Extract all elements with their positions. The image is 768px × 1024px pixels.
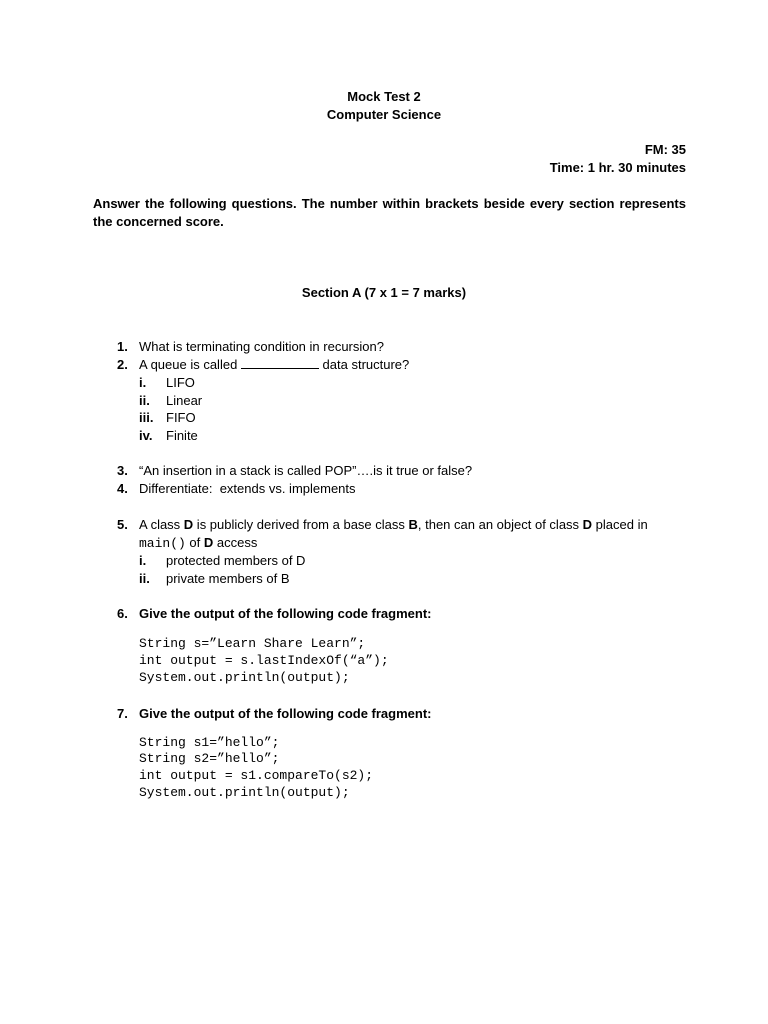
question-number: 5. xyxy=(117,517,128,532)
text-fragment: is publicly derived from a base class xyxy=(193,517,409,532)
option-text: LIFO xyxy=(166,375,195,390)
code-line: String s1=”hello”; xyxy=(139,735,280,750)
question-text: Give the output of the following code fragment: xyxy=(139,706,432,721)
option-number: i. xyxy=(139,553,147,568)
class-name-d: D xyxy=(183,517,194,532)
code-line: int output = s.lastIndexOf(“a”); xyxy=(139,653,389,668)
text-fragment: , then can an object of class xyxy=(417,517,583,532)
option-number: i. xyxy=(139,375,147,390)
question-number: 3. xyxy=(117,463,128,478)
question-text-before-blank: A queue is called xyxy=(139,357,238,372)
question-text xyxy=(139,356,409,374)
option-number: ii. xyxy=(139,571,150,586)
question-text xyxy=(139,516,648,534)
question-number: 7. xyxy=(117,706,128,721)
text-fragment: access xyxy=(213,535,258,550)
option-text: protected members of D xyxy=(166,553,306,568)
text-fragment: placed in xyxy=(592,517,648,532)
code-line: System.out.println(output); xyxy=(139,785,350,800)
question-number: 6. xyxy=(117,606,128,621)
question-text-after-blank: data structure? xyxy=(322,357,410,372)
class-name-d: D xyxy=(582,517,593,532)
text-fragment: A class xyxy=(139,517,184,532)
option-text: Linear xyxy=(166,393,203,408)
class-name-b: B xyxy=(408,517,418,532)
code-line: String s=”Learn Share Learn”; xyxy=(139,636,366,651)
section-heading: Section A (7 x 1 = 7 marks) xyxy=(301,285,467,300)
answer-blank xyxy=(241,356,319,369)
question-number: 1. xyxy=(117,339,128,354)
exam-time: Time: 1 hr. 30 minutes xyxy=(549,160,686,175)
option-text: FIFO xyxy=(166,410,196,425)
question-text: “An insertion in a stack is called POP”….is it true or false? xyxy=(139,463,473,478)
option-number: ii. xyxy=(139,393,150,408)
question-number: 4. xyxy=(117,481,128,496)
instructions: Answer the following questions. The number within brackets beside every section represents the concerned score. xyxy=(93,196,686,229)
code-line: int output = s1.compareTo(s2); xyxy=(139,768,374,783)
code-line: String s2=”hello”; xyxy=(139,751,280,766)
question-number: 2. xyxy=(117,357,128,372)
question-text: Give the output of the following code fragment: xyxy=(139,606,432,621)
text-fragment: of xyxy=(185,535,204,550)
document-title: Mock Test 2 xyxy=(347,89,421,104)
option-number: iv. xyxy=(139,428,153,443)
option-text: Finite xyxy=(166,428,198,443)
question-text: Differentiate: extends vs. implements xyxy=(139,481,356,496)
class-name-d: D xyxy=(203,535,214,550)
code-main: main() xyxy=(139,536,186,551)
option-number: iii. xyxy=(139,410,154,425)
code-line: System.out.println(output); xyxy=(139,670,350,685)
question-text-continued xyxy=(139,534,257,553)
question-text: What is terminating condition in recursion? xyxy=(139,339,384,354)
document-subject: Computer Science xyxy=(326,107,442,122)
option-text: private members of B xyxy=(166,571,290,586)
full-marks: FM: 35 xyxy=(644,142,686,157)
